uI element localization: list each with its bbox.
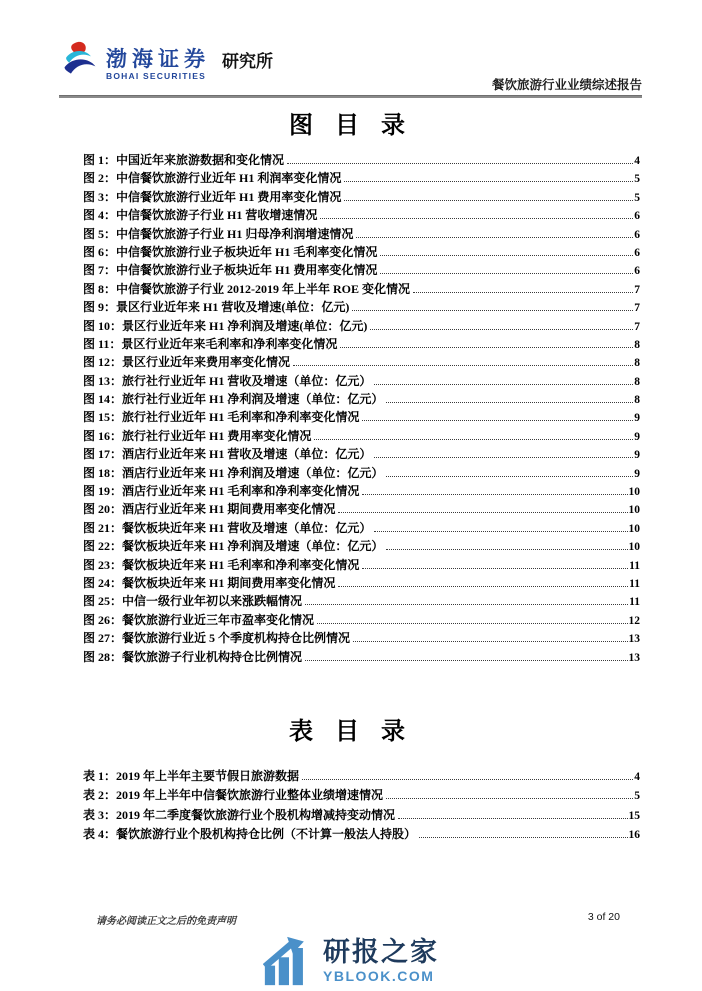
- toc-entry-page: 5: [634, 191, 640, 204]
- toc-figure-entry[interactable]: [83, 390, 640, 408]
- toc-dot-leader: [302, 779, 633, 780]
- toc-entry-label: 图 9：景区行业近年来 H1 营收及增速(单位：亿元): [83, 300, 350, 315]
- toc-entry-label: 图 7：中信餐饮旅游行业子板块近年 H1 费用率变化情况: [83, 263, 378, 278]
- toc-figure-entry[interactable]: [83, 298, 640, 316]
- toc-entry-label: 图 25：中信一级行业年初以来涨跌幅情况: [83, 594, 303, 609]
- toc-entry-page: 4: [634, 155, 640, 167]
- toc-entry-label: 表 2：2019 年上半年中信餐饮旅游行业整体业绩增速情况: [83, 788, 384, 803]
- toc-figure-entry[interactable]: [83, 519, 640, 537]
- toc-entry-label: 图 3：中信餐饮旅游行业近年 H1 费用率变化情况: [83, 189, 342, 204]
- toc-dot-leader: [386, 476, 633, 477]
- toc-dot-leader: [386, 402, 633, 403]
- toc-entry-label: 图 21：餐饮板块近年来 H1 营收及增速（单位：亿元）: [83, 520, 372, 535]
- toc-entry-page: 8: [634, 394, 640, 407]
- toc-entry-label: 图 19：酒店行业近年来 H1 毛利率和净利率变化情况: [83, 484, 360, 499]
- toc-entry-page: 11: [629, 559, 640, 572]
- watermark: [0, 936, 702, 986]
- toc-figure-entry[interactable]: [83, 335, 640, 353]
- toc-figure-entry[interactable]: [83, 169, 640, 187]
- toc-entry-label: 图 22：餐饮板块近年来 H1 净利润及增速（单位：亿元）: [83, 539, 384, 554]
- toc-entry-page: 9: [634, 449, 640, 462]
- toc-entry-label: 表 4：餐饮旅游行业个股机构持仓比例（不计算一般法人持股）: [83, 826, 417, 841]
- toc-figure-entry[interactable]: [83, 537, 640, 555]
- toc-dot-leader: [314, 439, 633, 440]
- toc-figure-entry[interactable]: [83, 629, 640, 647]
- toc-figure-entry[interactable]: [83, 280, 640, 298]
- toc-entry-label: 图 10：景区行业近年来 H1 净利润及增速(单位：亿元): [83, 318, 368, 333]
- toc-entry-label: 图 2：中信餐饮旅游行业近年 H1 利润率变化情况: [83, 171, 342, 186]
- toc-figure-entry[interactable]: [83, 188, 640, 206]
- toc-figure-entry[interactable]: [83, 574, 640, 592]
- toc-entry-page: 8: [634, 357, 640, 370]
- page-header: [60, 40, 642, 96]
- toc-entry-label: 图 28：餐饮旅游子行业机构持仓比例情况: [83, 649, 303, 664]
- toc-dot-leader: [386, 798, 633, 799]
- toc-dot-leader: [305, 660, 627, 661]
- toc-table-entry[interactable]: [83, 767, 640, 786]
- toc-entry-label: 表 1：2019 年上半年主要节假日旅游数据: [83, 769, 300, 783]
- toc-entry-label: 图 27：餐饮旅游行业近 5 个季度机构持仓比例情况: [83, 631, 351, 646]
- table-directory-title: 表 目 录: [289, 719, 413, 745]
- toc-entry-page: 9: [634, 467, 640, 480]
- toc-figure-entry[interactable]: [83, 464, 640, 482]
- toc-entry-page: 13: [628, 633, 640, 646]
- toc-dot-leader: [338, 512, 627, 513]
- bohai-logo: [60, 40, 642, 80]
- toc-entry-page: 8: [634, 375, 640, 388]
- toc-figure-entry[interactable]: [83, 408, 640, 426]
- report-title: 餐饮旅游行业业绩综述报告: [491, 78, 642, 92]
- toc-entry-page: 12: [628, 614, 640, 627]
- toc-dot-leader: [353, 641, 627, 642]
- toc-entry-page: 11: [629, 577, 640, 590]
- toc-entry-page: 10: [628, 504, 640, 517]
- toc-entry-page: 5: [634, 790, 640, 803]
- toc-entry-label: 图 14：旅行社行业近年 H1 净利润及增速（单位：亿元）: [83, 392, 384, 407]
- toc-entry-page: 4: [634, 771, 640, 783]
- toc-entry-page: 9: [634, 430, 640, 443]
- toc-dot-leader: [305, 604, 628, 605]
- brand-name-cn: 渤海证券: [106, 46, 210, 71]
- header-divider: [59, 95, 642, 98]
- toc-dot-leader: [386, 549, 627, 550]
- toc-dot-leader: [362, 568, 628, 569]
- toc-dot-leader: [352, 310, 633, 311]
- toc-figure-entry[interactable]: [83, 611, 640, 629]
- toc-entry-label: 图 13：旅行社行业近年 H1 营收及增速（单位：亿元）: [83, 373, 372, 388]
- toc-entry-label: 图 18：酒店行业近年来 H1 净利润及增速（单位：亿元）: [83, 465, 384, 480]
- toc-figure-entry[interactable]: [83, 648, 640, 666]
- toc-entry-page: 7: [634, 283, 640, 296]
- toc-figure-entry[interactable]: [83, 482, 640, 500]
- toc-entry-label: 图 24：餐饮板块近年来 H1 期间费用率变化情况: [83, 575, 336, 590]
- toc-dot-leader: [317, 623, 627, 624]
- toc-entry-page: 8: [634, 338, 640, 351]
- toc-dot-leader: [293, 365, 633, 366]
- toc-dot-leader: [398, 818, 627, 819]
- toc-entry-page: 15: [628, 809, 640, 822]
- watermark-text: [323, 939, 439, 983]
- toc-entry-label: 图 15：旅行社行业近年 H1 毛利率和净利率变化情况: [83, 410, 360, 425]
- toc-dot-leader: [413, 292, 633, 293]
- toc-entry-label: 图 20：酒店行业近年来 H1 期间费用率变化情况: [83, 502, 336, 517]
- watermark-site: YBLOOK.COM: [323, 968, 435, 984]
- toc-dot-leader: [362, 494, 627, 495]
- toc-table-entry[interactable]: [83, 786, 640, 805]
- toc-dot-leader: [344, 200, 633, 201]
- toc-dot-leader: [338, 586, 628, 587]
- toc-dot-leader: [374, 384, 633, 385]
- toc-entry-page: 6: [634, 265, 640, 278]
- toc-entry-label: 表 3：2019 年二季度餐饮旅游行业个股机构增减持变动情况: [83, 807, 396, 822]
- toc-figure-entry[interactable]: [83, 372, 640, 390]
- toc-entry-page: 6: [634, 228, 640, 241]
- toc-entry-page: 10: [628, 486, 640, 499]
- institute-label: 研究所: [222, 52, 273, 71]
- toc-figure-entry[interactable]: [83, 151, 640, 169]
- figure-directory-list: [83, 151, 640, 666]
- toc-figure-entry[interactable]: [83, 353, 640, 371]
- footer-disclaimer: 请务必阅读正文之后的免责声明: [96, 916, 236, 927]
- toc-entry-label: 图 16：旅行社行业近年 H1 费用率变化情况: [83, 428, 312, 443]
- toc-entry-page: 10: [628, 541, 640, 554]
- toc-entry-page: 6: [634, 246, 640, 259]
- toc-entry-label: 图 26：餐饮旅游行业近三年市盈率变化情况: [83, 612, 315, 627]
- toc-table-entry[interactable]: [83, 825, 640, 844]
- toc-entry-page: 6: [634, 210, 640, 223]
- toc-entry-page: 7: [634, 302, 640, 315]
- toc-dot-leader: [380, 255, 633, 256]
- watermark-name: 研报之家: [323, 937, 439, 967]
- chart-arrow-icon: [263, 936, 315, 986]
- toc-entry-label: 图 4：中信餐饮旅游子行业 H1 营收增速情况: [83, 208, 318, 223]
- toc-figure-entry[interactable]: [83, 592, 640, 610]
- toc-dot-leader: [374, 457, 633, 458]
- toc-entry-label: 图 8：中信餐饮旅游子行业 2012-2019 年上半年 ROE 变化情况: [83, 281, 411, 296]
- toc-figure-entry[interactable]: [83, 243, 640, 261]
- toc-figure-entry[interactable]: [83, 556, 640, 574]
- toc-dot-leader: [370, 329, 633, 330]
- toc-dot-leader: [287, 163, 633, 164]
- toc-table-entry[interactable]: [83, 806, 640, 825]
- toc-figure-entry[interactable]: [83, 261, 640, 279]
- toc-dot-leader: [344, 181, 633, 182]
- bohai-logo-icon: [60, 40, 100, 80]
- toc-figure-entry[interactable]: [83, 445, 640, 463]
- toc-dot-leader: [340, 347, 633, 348]
- figure-directory-title: 图 目 录: [289, 113, 413, 139]
- toc-dot-leader: [374, 531, 627, 532]
- toc-entry-page: 5: [634, 173, 640, 186]
- toc-figure-entry[interactable]: [83, 225, 640, 243]
- toc-figure-entry[interactable]: [83, 427, 640, 445]
- brand-name-en: BOHAI SECURITIES: [106, 70, 206, 81]
- toc-entry-label: 图 17：酒店行业近年来 H1 营收及增速（单位：亿元）: [83, 447, 372, 462]
- table-directory-list: [83, 767, 640, 844]
- toc-entry-label: 图 23：餐饮板块近年来 H1 毛利率和净利率变化情况: [83, 557, 360, 572]
- toc-dot-leader: [362, 420, 633, 421]
- toc-entry-page: 7: [634, 320, 640, 333]
- toc-dot-leader: [356, 237, 633, 238]
- toc-entry-page: 13: [628, 651, 640, 664]
- toc-figure-entry[interactable]: [83, 317, 640, 335]
- toc-entry-page: 11: [629, 596, 640, 609]
- toc-dot-leader: [380, 273, 633, 274]
- brand-block: [106, 46, 210, 81]
- toc-entry-label: 图 6：中信餐饮旅游行业子板块近年 H1 毛利率变化情况: [83, 244, 378, 259]
- toc-entry-label: 图 1：中国近年来旅游数据和变化情况: [83, 153, 285, 167]
- toc-entry-page: 16: [628, 828, 640, 841]
- toc-dot-leader: [320, 218, 633, 219]
- toc-entry-page: 10: [628, 522, 640, 535]
- toc-entry-label: 图 12：景区行业近年来费用率变化情况: [83, 355, 291, 370]
- toc-entry-label: 图 11：景区行业近年来毛利率和净利率变化情况: [83, 336, 338, 351]
- toc-figure-entry[interactable]: [83, 206, 640, 224]
- toc-dot-leader: [419, 837, 627, 838]
- toc-entry-page: 9: [634, 412, 640, 425]
- page-indicator: 3 of 20: [587, 911, 620, 923]
- toc-figure-entry[interactable]: [83, 500, 640, 518]
- toc-entry-label: 图 5：中信餐饮旅游子行业 H1 归母净利润增速情况: [83, 226, 354, 241]
